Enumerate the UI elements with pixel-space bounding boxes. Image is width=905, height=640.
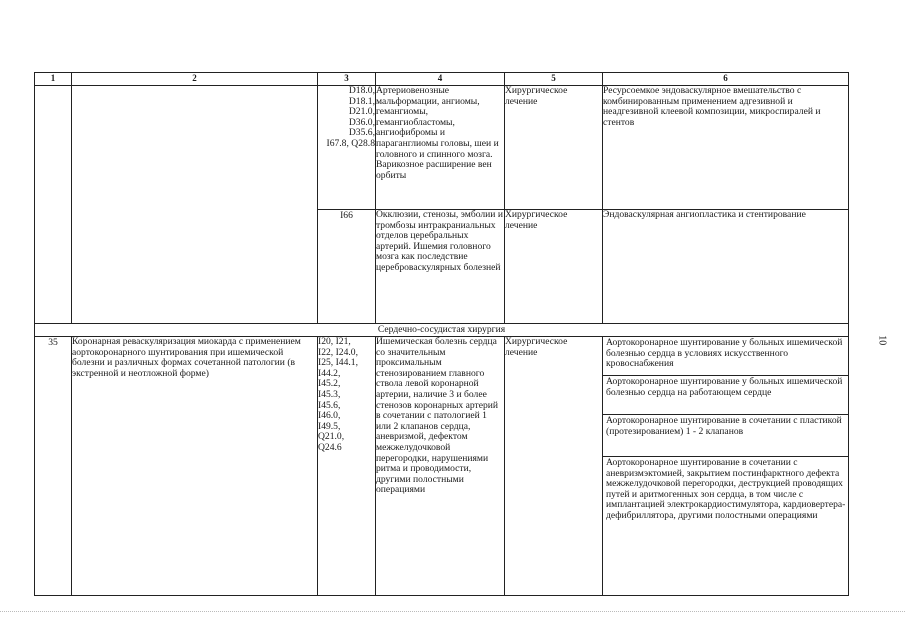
- header-col-1: 1: [35, 73, 72, 86]
- icd-code: I44.2,: [318, 367, 341, 379]
- icd-codes-cell: [318, 210, 376, 324]
- icd-code: D36.0,: [348, 116, 375, 128]
- icd-code: Q24.6: [318, 441, 342, 453]
- header-col-3: 3: [318, 73, 376, 86]
- table-row: [35, 337, 849, 596]
- icd-code: I49.5,: [318, 420, 341, 432]
- icd-code: I22, I24.0,: [318, 346, 358, 358]
- header-col-4: 4: [376, 73, 505, 86]
- icd-code: D35.6,: [348, 127, 375, 139]
- table-row: [35, 86, 849, 210]
- icd-code: I46.0,: [318, 410, 341, 422]
- treatment-method: Аортокоронарное шунтирование у больных ишемической болезнью сердца в условиях искусственного кровоснабжения: [603, 337, 848, 376]
- section-title: Сердечно-сосудистая хирургия: [35, 324, 849, 337]
- row-number-cell-empty: [35, 86, 72, 324]
- icd-codes-cell: [318, 86, 376, 210]
- treatment-method-cell: Ресурсоемкое эндоваскулярное вмешательство с комбинированным применением адгезивной и неадгезивной клеевой композиции, микроспиралей и стентов: [603, 86, 849, 210]
- treatment-methods-cell: [603, 337, 849, 596]
- treatment-method: Аортокоронарное шунтирование у больных ишемической болезнью сердца на работающем сердце: [603, 376, 848, 415]
- medical-care-table: [34, 72, 849, 596]
- header-col-6: 6: [603, 73, 849, 86]
- icd-code: I45.3,: [318, 388, 341, 400]
- row-number-cell: 35: [35, 337, 72, 596]
- icd-code: D18.0,: [348, 85, 375, 96]
- page-number: 10: [876, 335, 888, 346]
- section-row: [35, 324, 849, 337]
- icd-code: D18.1,: [348, 95, 375, 107]
- icd-code: D21.0,: [348, 106, 375, 118]
- header-row: [35, 73, 849, 86]
- patient-model-cell: Артериовенозные мальформации, ангиомы, гемангиомы, гемангиобластомы, ангиофибромы и параганглиомы головы, шеи и головного и спинного мозга. Варикозное расширение вен орбиты: [376, 86, 505, 210]
- header-col-5: 5: [505, 73, 603, 86]
- icd-code: I25, I44.1,: [318, 357, 358, 369]
- icd-code: I45.6,: [318, 399, 341, 411]
- row-name-cell-empty: [72, 86, 318, 324]
- care-type-name-cell: Коронарная реваскуляризация миокарда с применением аортокоронарного шунтирования при ишемической болезни и различных формах сочетанной патологии (в экстренной и неотложной форме): [72, 337, 318, 596]
- icd-code: Q21.0,: [318, 431, 345, 443]
- icd-code: I66: [340, 210, 353, 221]
- treatment-method: Аортокоронарное шунтирование в сочетании с пластикой (протезированием) 1 - 2 клапанов: [603, 415, 848, 457]
- icd-codes-cell: [318, 337, 376, 596]
- icd-code: I20, I21,: [318, 336, 351, 347]
- treatment-type-cell: Хирургическое лечение: [505, 210, 603, 324]
- treatment-type-cell: Хирургическое лечение: [505, 86, 603, 210]
- patient-model-cell: Окклюзии, стенозы, эмболии и тромбозы интракраниальных отделов церебральных артерий. Ишемия головного мозга как последствие цереброваскулярных болезней: [376, 210, 505, 324]
- treatment-method-cell: Эндоваскулярная ангиопластика и стентирование: [603, 210, 849, 324]
- header-col-2: 2: [72, 73, 318, 86]
- treatment-method: Аортокоронарное шунтирование в сочетании с аневризмэктомией, закрытием постинфарктного дефекта межжелудочковой перегородки, деструкцией проводящих путей и аритмогенных зон сердца, в том числе с имплантацией электрокардиостимулятора, кардиовертера-дефибриллятора, другими полостными операциями: [606, 457, 846, 521]
- icd-code: I45.2,: [318, 378, 341, 390]
- treatment-type-cell: Хирургическое лечение: [505, 337, 603, 596]
- footer-divider: [0, 611, 905, 612]
- patient-model-cell: Ишемическая болезнь сердца со значительным проксимальным стенозированием главного ствола левой коронарной артерии, наличие 3 и более стенозов коронарных артерий в сочетании с патологией 1 или 2 клапанов сердца, аневризмой, дефектом межжелудочковой перегородки, нарушениями ритма и проводимости, другими полостными операциями: [376, 337, 505, 596]
- icd-code: I67.8, Q28.8: [326, 137, 375, 149]
